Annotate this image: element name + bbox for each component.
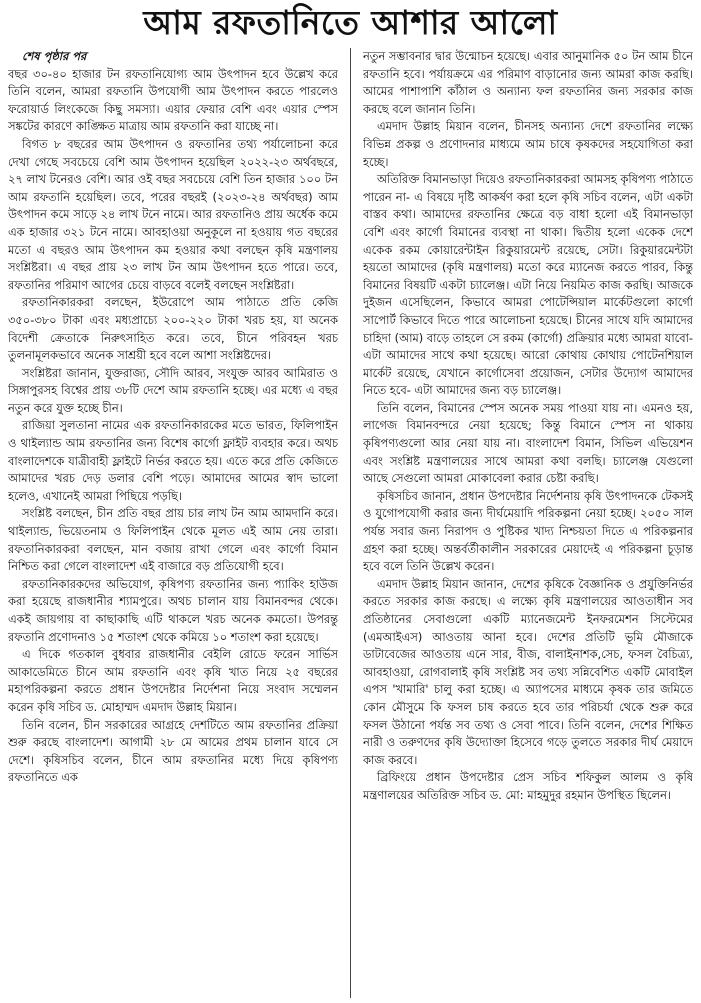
paragraph: সংশ্লিষ্ট বলছেন, চীন প্রতি বছর প্রায় চার লাখ টন আম আমদানি করে। থাইল্যান্ড, ভিয়েতনাম ও ফিলিপাইন থেকে মূলত এই আম নেয় তারা। রফতানিকারকরা বলছেন, মান বজায় রাখা গেলে এবং কার্গো বিমান নিশ্চিত করা গেলে বাংলাদেশ এই বাজারে বড় প্রতিযোগী হবে। [8,506,338,574]
article-column-left [8,48,338,998]
column-divider [350,48,351,998]
paragraph: রফতানিকারকদের অভিযোগ, কৃষিপণ্য রফতানির জন্য প্যাকিং হাউজ করা হয়েছে রাজধানীর শ্যামপুরে। অথচ চালান যায় বিমানবন্দর থেকে। একই জায়গায় বা কাছাকাছি এটি থাকলে খরচ অনেক কমতো। উপরন্তু রফতানি প্রণোদনাও ১৫ শতাংশ থেকে কমিয়ে ১০ শতাংশ করা হয়েছে। [8,576,338,644]
paragraph: তিনি বলেন, বিমানের স্পেস অনেক সময় পাওয়া যায় না। এমনও হয়, লাগেজ বিমানবন্দরে নেয়া হয়েছে; কিন্তু বিমানে স্পেস না থাকায় কৃষিপণ্যগুলো আর নেয়া যায় না। বাংলাদেশ বিমান, সিভিল এভিয়েশন এবং সংশ্লিষ্ট মন্ত্রণালয়ের সাথে আমরা কথা বলছি। চ্যালেঞ্জ যেগুলো আছে সেগুলো আমরা মোকাবেলা করার চেষ্টা করছি। [363,400,693,486]
paragraph: এ দিকে গতকাল বুধবার রাজধানীর বেইলি রোডে ফরেন সার্ভিস আকাডেমিতে চীনে আম রফতানি এবং কৃষি খাত নিয়ে ২৫ বছরের মহাপরিকল্পনা করতে প্রধান উপদেষ্টার নির্দেশনা নিয়ে সংবাদ সম্মেলন করেন কৃষি সচিব ড. মোহাম্মদ এমদাদ উল্লাহ মিয়ান। [8,647,338,714]
paragraph: অতিরিক্ত বিমানভাড়া দিয়েও রফতানিকারকরা আমসহ কৃষিপণ্য পাঠাতে পারেন না- এ বিষয়ে দৃষ্টি আকর্ষণ করা হলে কৃষি সচিব বলেন, এটা একটা বাস্তব কথা। আমাদের রফতানির ক্ষেত্রে বড় বাধা হলো এই বিমানভাড়া বেশি এবং কার্গো বিমানের ব্যবস্থা না থাকা। দ্বিতীয় হলো একেক দেশে একেক রকম কোয়ারেন্টাইন রিকুয়ারমেন্ট রয়েছে, সেটা। রিকুয়ারমেন্টটা হয়তো আমাদের (কৃষি মন্ত্রণালয়) মতো করে ম্যানেজ করতে পারব, কিন্তু বিমানের বিষয়টি একটা চ্যালেঞ্জ। এটা নিয়ে নিয়মিত কাজ করছি। আজকে দুইজন এসেছিলেন, কিভাবে আমরা পোটেন্সিয়াল মার্কেটগুলো কার্গো সাপোর্ট কিভাবে দিতে পারে আলোচনা হয়েছে। চীনের সাথে যদি আমাদের চাহিদা (আম) বাড়ে তাহলে সে রকম (কার্গো) প্রক্রিয়ার মধ্যে আমরা যাবো- এটা আমাদের সাথে কথা হয়েছে। আরো কোথায় কোথায় পোটেনশিয়াল মার্কেট রয়েছে, যেখানে কার্গোসেবা প্রয়োজন, সেটার উদ্যোগ আমাদের নিতে হবে- এটা আমাদের জন্য বড় চ্যালেঞ্জ। [363,172,693,398]
paragraph: বিগত ৮ বছরের আম উৎপাদন ও রফতানির তথ্য পর্যালোচনা করে দেখা গেছে সবচেয়ে বেশি আম উৎপাদন হয়েছিল ২০২২-২৩ অর্থবছরে, ২৭ লাখ টনেরও বেশি। আর ওই বছর সবচেয়ে বেশি তিন হাজার ১০০ টন আম রফতানি হয়েছিল। তবে, পরের বছরই (২০২৩-২৪ অর্থবছর) আম উৎপাদন কমে সাড়ে ২৪ লাখ টনে নামে। আর রফতানিও প্রায় অর্ধেক কমে এক হাজার ৩২১ টনে নামে। আবহাওয়া অনুকূলে না হওয়ায় গত বছরের মতো এ বছরও আম উৎপাদন কম হওয়ার কথা বলছেন কৃষি মন্ত্রণালয় সংশ্লিষ্টরা। এ বছর প্রায় ২৩ লাখ টন আম উৎপাদন হতে পারে। তবে, রফতানির পরিমাণ আগের চেয়ে বাড়বে বলেই বলছেন সংশ্লিষ্টরা। [8,136,338,292]
paragraph: রফতানিকারকরা বলছেন, ইউরোপে আম পাঠাতে প্রতি কেজি ৩৫০-৩৮০ টাকা এবং মধ্যপ্রাচ্যে ২০০-২২০ টাকা খরচ হয়, যা অনেক বিদেশী ক্রেতাকে নিরুৎসাহিত করে। তবে, চীনে পরিবহন খরচ তুলনামূলকভাবে অনেক সাশ্রয়ী হবে বলে আশা সংশ্লিষ্টদের। [8,295,338,363]
paragraph: বছর ৩০-৪০ হাজার টন রফতানিযোগ্য আম উৎপাদন হবে উল্লেখ করে তিনি বলেন, আমরা রফতানি উপযোগী আম উৎপাদন করতে পারলেও ফরোয়ার্ড লিংকেজে কিছু সমস্যা। এয়ার ফেয়ার বেশি এবং এয়ার স্পেস সঙ্কটের কারণে কাঙ্ক্ষিত মাত্রায় আম রফতানি করা যাচ্ছে না। [8,66,338,134]
paragraph: তিনি বলেন, চীন সরকারের আগ্রহে দেশটিতে আম রফতানির প্রক্রিয়া শুরু করছে বাংলাদেশ। আগামী ২৮ মে আমের প্রথম চালান যাবে সে দেশে। কৃষিসচিব বলেন, চীনে আম রফতানির মধ্যে দিয়ে কৃষিপণ্য রফতানিতে এক [8,717,338,785]
paragraph: নতুন সম্ভাবনার দ্বার উন্মোচন হয়েছে। এবার আনুমানিক ৫০ টন আম চীনে রফতানি হবে। পর্যায়ক্রমে এর পরিমাণ বাড়ানোর জন্য আমরা কাজ করছি। আমের পাশাপাশি কাঁঠাল ও অন্যান্য ফল রফতানির জন্য সরকার কাজ করছে বলে জানান তিনি। [363,49,693,116]
headline: আম রফতানিতে আশার আলো [143,3,558,42]
paragraph: কৃষিসচিব জানান, প্রধান উপদেষ্টার নির্দেশনায় কৃষি উৎপাদনকে টেকসই ও যুগোপযোগী করার জন্য দীর্ঘমেয়াদি পরিকল্পনা নেয়া হচ্ছে। ২০৫০ সাল পর্যন্ত সবার জন্য নিরাপদ ও পুষ্টিকর খাদ্য নিশ্চয়তা দিতে এ পরিকল্পনার গ্রহণ করা হচ্ছে। অন্তর্বর্তীকালীন সরকারের মেয়াদেই এ পরিকল্পনা চূড়ান্ত হবে বলে তিনি উল্লেখ করেন। [363,488,693,574]
paragraph: রাজিয়া সুলতানা নামের এক রফতানিকারকের মতে ভারত, ফিলিপাইন ও থাইল্যান্ড আম রফতানির জন্য বিশেষ কার্গো ফ্লাইট ব্যবহার করে। অথচ বাংলাদেশকে যাত্রীবাহী ফ্লাইটে নির্ভর করতে হয়। এতে করে প্রতি কেজিতে আমাদের খরচ দেড় ডলার বেশি পড়ে। আমাদের আমের স্বাদ ভালো হলেও, এখানেই আমরা পিছিয়ে পড়ছি। [8,418,338,503]
article-column-right [363,48,693,998]
paragraph: এমদাদ উল্লাহ মিয়ান জানান, দেশের কৃষিকে বৈজ্ঞানিক ও প্রযুক্তিনির্ভর করতে সরকার কাজ করছে। এ লক্ষ্যে কৃষি মন্ত্রণালয়ের আওতাধীন সব প্রতিষ্ঠানের সেবাগুলো একটি ম্যানেজমেন্ট ইনফরমেশন সিস্টেমের (এমআইএস) আওতায় আনা হবে। দেশের প্রতিটি ভূমি মৌজাকে ডাটাবেজের আওতায় এনে সার, বীজ, বালাইনাশক,সেচ, ফসল বৈচিত্র্য, আবহাওয়া, রোগবালাই কৃষি সংশ্লিষ্ট সব তথ্য সন্নিবেশিত একটি মোবাইল এপস 'খামারি' চালু করা হচ্ছে। এ অ্যাপসের মাধ্যমে কৃষক তার জমিতে কোন মৌসুমে কি ফসল চাষ করতে হবে তার পরিচর্যা থেকে শুরু করে ফসল উঠানো পর্যন্ত সব তথ্য ও সেবা পাবে। তিনি বলেন, দেশের শিক্ষিত নারী ও তরুণদের কৃষি উদ্যোক্তা হিসেবে গড়ে তুলতে সরকার দীর্ঘ মেয়াদে কাজ করবে। [363,576,693,767]
paragraph: ব্রিফিংয়ে প্রধান উপদেষ্টার প্রেস সচিব শফিকুল আলম ও কৃষি মন্ত্রণালয়ের অতিরিক্ত সচিব ড. মো: মাহমুদুর রহমান উপস্থিত ছিলেন। [363,770,693,802]
paragraph: এমদাদ উল্লাহ মিয়ান বলেন, চীনসহ অন্যান্য দেশে রফতানির লক্ষ্যে বিভিন্ন প্রকল্প ও প্রণোদনার মাধ্যমে আম চাষে কৃষকদের সহযোগিতা করা হচ্ছে। [363,119,693,169]
paragraph: সংশ্লিষ্টরা জানান, যুক্তরাজ্য, সৌদি আরব, সংযুক্ত আরব আমিরাত ও সিঙ্গাপুরসহ বিশ্বের প্রায় ৩৮টি দেশে আম রফতানি হচ্ছে। এর মধ্যে এ বছর নতুন করে যুক্ত হচ্ছে চীন। [8,365,338,415]
continued-from-label: শেষ পৃষ্ঠার পর [22,49,87,63]
